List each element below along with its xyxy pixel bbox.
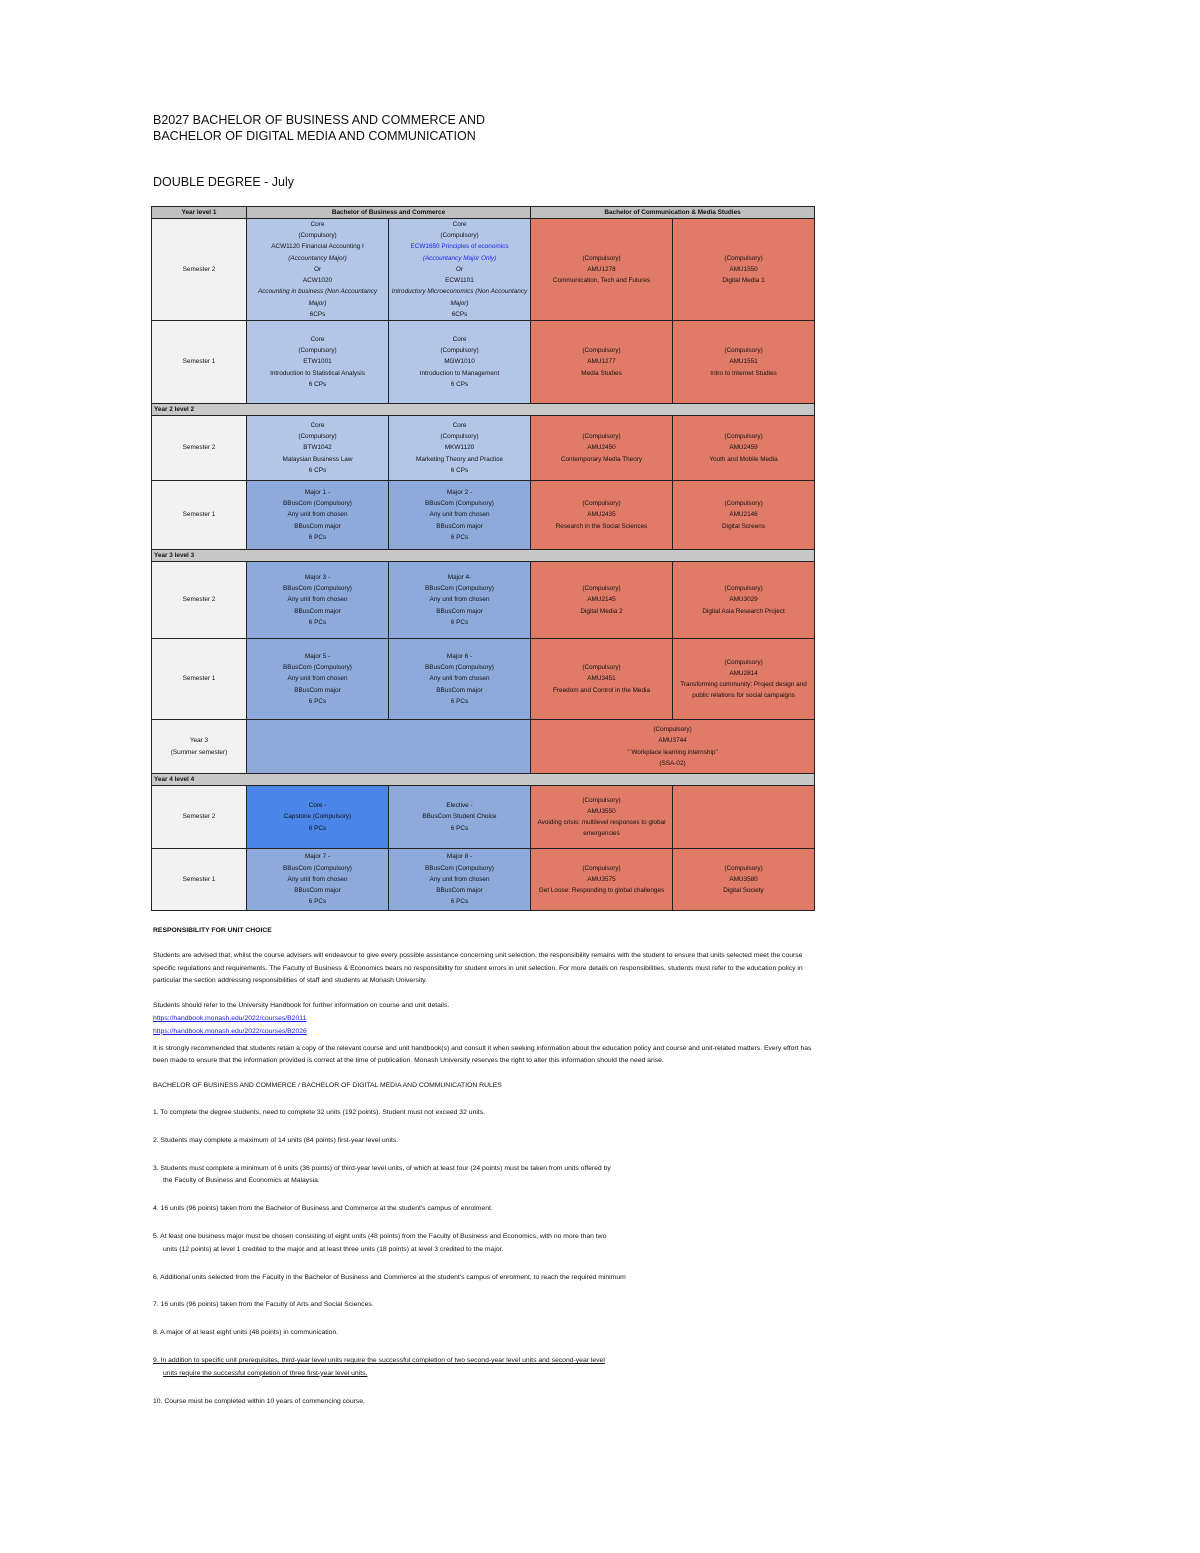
title-line-2: BACHELOR OF DIGITAL MEDIA AND COMMUNICATION	[153, 129, 476, 143]
rule-3-continued: the Faculty of Business and Economics at Malaysia.	[163, 1177, 320, 1185]
table-row	[152, 416, 815, 481]
year-2-label: Year 2 level 2	[152, 404, 815, 416]
table-row	[152, 321, 815, 404]
unit-cell: (Compulsory) AMU3451 Freedom and Control in the Media	[531, 639, 673, 720]
unit-cell: Major 1 - BBusCom (Compulsory) Any unit from chosen BBusCom major 6 PCs	[247, 481, 389, 550]
semester-label: Semester 1	[152, 481, 247, 550]
unit-cell: (Compulsory) AMU3550 Avoiding crisis: multilevel responses to global emergencies	[531, 786, 673, 849]
unit-cell: (Compulsory) AMU2459 Youth and Mobile Media	[673, 416, 815, 481]
year-row	[152, 774, 815, 786]
unit-cell: Major 5 - BBusCom (Compulsory) Any unit from chosen BBusCom major 6 PCs	[247, 639, 389, 720]
semester-label: Semester 1	[152, 849, 247, 911]
notes-section	[153, 925, 813, 1408]
unit-cell: Major 8 - BBusCom (Compulsory) Any unit from chosen BBusCom major 6 PCs	[389, 849, 531, 911]
unit-cell: (Compulsory) AMU2814 Transforming community: Project design and public relations for social campaigns	[673, 639, 815, 720]
rule-9-continued: units require the successful completion of three first-year level units.	[163, 1369, 368, 1377]
unit-cell: (Compulsory) AMU2450 Contemporary Media Theory	[531, 416, 673, 481]
table-row	[152, 786, 815, 849]
course-plan-table	[151, 206, 815, 911]
table-row	[152, 562, 815, 639]
table-row	[152, 219, 815, 321]
year-4-label: Year 4 level 4	[152, 774, 815, 786]
rule-7: 7. 16 units (96 points) taken from the Faculty of Arts and Social Sciences.	[153, 1301, 374, 1309]
unit-cell: (Compulsory) AMU3580 Digital Society	[673, 849, 815, 911]
unit-cell: (Compulsory) AMU3575 Get Loose: Responding to global challenges	[531, 849, 673, 911]
rule-1: 1. To complete the degree students, need to complete 32 units (192 points). Student must not exceed 32 units.	[153, 1108, 485, 1116]
rule-5: 5. At least one business major must be chosen consisting of eight units (48 points) from the Faculty of Business and Economics, with no more than two	[153, 1232, 607, 1240]
unit-cell: Core (Compulsory) ECW1650 Principles of economics (Accountancy Major Only) Or ECW1101 Introductory Microeconomics (Non Accountancy Major) 6CPs	[389, 219, 531, 321]
rule-3: 3. Students must complete a minimum of 6 units (36 points) of third-year level units, of which at least four (24 points) must be taken from units offered by	[153, 1164, 611, 1172]
summer-semester-label: Year 3 (Summer semester)	[152, 720, 247, 774]
unit-cell: (Compulsory) AMU3744 " Workplace learning internship" (SSA-02)	[531, 720, 815, 774]
semester-label: Semester 2	[152, 562, 247, 639]
unit-cell: Core (Compulsory) BTW1042 Malaysian Business Law 6 CPs	[247, 416, 389, 481]
unit-cell: Core (Compulsory) MKW1120 Marketing Theory and Practice 6 CPs	[389, 416, 531, 481]
unit-cell: (Compulsory) AMU2146 Digital Screens	[673, 481, 815, 550]
unit-cell: Major 2 - BBusCom (Compulsory) Any unit from chosen BBusCom major 6 PCs	[389, 481, 531, 550]
document-subtitle: DOUBLE DEGREE - July	[153, 175, 295, 189]
bcms-header: Bachelor of Communication & Media Studies	[531, 207, 815, 219]
unit-cell: Core (Compulsory) ACW1120 Financial Accounting I (Accountancy Major) Or ACW1020 Accounting in business (Non Accountancy Major) 6CPs	[247, 219, 389, 321]
year-3-label: Year 3 level 3	[152, 550, 815, 562]
unit-cell: Core (Compulsory) MGW1010 Introduction to Management 6 CPs	[389, 321, 531, 404]
semester-label: Semester 1	[152, 321, 247, 404]
year-row	[152, 550, 815, 562]
rule-4: 4. 16 units (96 points) taken from the Bachelor of Business and Commerce at the student's campus of enrolment.	[153, 1205, 493, 1213]
responsibility-heading: RESPONSIBILITY FOR UNIT CHOICE	[153, 927, 272, 934]
unit-cell: Major 6 - BBusCom (Compulsory) Any unit from chosen BBusCom major 6 PCs	[389, 639, 531, 720]
handbook-link-b2011[interactable]: https://handbook.monash.edu/2022/courses/B2011	[153, 1014, 307, 1022]
unit-cell: Major 4- BBusCom (Compulsory) Any unit from chosen BBusCom major 6 PCs	[389, 562, 531, 639]
empty-unit-cell	[673, 786, 815, 849]
unit-cell: (Compulsory) AMU2145 Digital Media 2	[531, 562, 673, 639]
rule-2: 2. Students may complete a maximum of 14 units (84 points) first-year level units.	[153, 1136, 399, 1144]
rule-8: 8. A major of at least eight units (48 points) in communication.	[153, 1329, 339, 1337]
unit-cell: (Compulsory) AMU1277 Media Studies	[531, 321, 673, 404]
unit-cell: (Compulsory) AMU1551 Intro to Internet Studies	[673, 321, 815, 404]
rule-6: 6. Additional units selected from the Faculty in the Bachelor of Business and Commerce at the student's campus of enrolment, to reach the required minimum	[153, 1273, 626, 1281]
empty-bbc-cell	[247, 720, 531, 774]
unit-cell: (Compulsory) AMU1550 Digital Media 1	[673, 219, 815, 321]
semester-label: Semester 2	[152, 219, 247, 321]
rule-9: 9. In addition to specific unit prerequisites, third-year level units require the successful completion of two second-year level units and second-year level	[153, 1356, 605, 1364]
document-title	[153, 112, 485, 144]
semester-label: Semester 2	[152, 786, 247, 849]
unit-cell: Elective - BBusCom Student Choice 6 PCs	[389, 786, 531, 849]
recommendation-paragraph: It is strongly recommended that students retain a copy of the relevant course and unit handbook(s) and consult it when seeking information about the education policy and course and unit-related matters. Every effort has been made to ensure that the information provided is correct at the time of publication. Monash University reserves the right to alter this information should the need arise.	[153, 1044, 812, 1065]
unit-cell: (Compulsory) AMU3029 Digital Asia Research Project	[673, 562, 815, 639]
unit-cell: Major 3 - BBusCom (Compulsory) Any unit from chosen BBusCom major 6 PCs	[247, 562, 389, 639]
table-header-row	[152, 207, 815, 219]
semester-label: Semester 1	[152, 639, 247, 720]
unit-cell: Major 7 - BBusCom (Compulsory) Any unit from chosen BBusCom major 6 PCs	[247, 849, 389, 911]
bbc-header: Bachelor of Business and Commerce	[247, 207, 531, 219]
unit-cell: (Compulsory) AMU1278 Communication, Tech and Futures	[531, 219, 673, 321]
rules-heading: BACHELOR OF BUSINESS AND COMMERCE / BACHELOR OF DIGITAL MEDIA AND COMMUNICATION RULES	[153, 1082, 502, 1090]
unit-cell: Core - Capstone (Compulsory) 6 PCs	[247, 786, 389, 849]
table-row	[152, 720, 815, 774]
rule-10: 10. Course must be completed within 10 years of commencing course.	[153, 1397, 365, 1405]
handbook-paragraph: Students should refer to the University Handbook for further information on course and unit details.	[153, 1002, 450, 1010]
rule-5-continued: units (12 points) at level 1 credited to the major and at least three units (18 points) at level 3 credited to the major.	[163, 1245, 504, 1253]
table-row	[152, 481, 815, 550]
semester-label: Semester 2	[152, 416, 247, 481]
unit-cell: Core (Compulsory) ETW1001 Introduction to Statistical Analysis 6 CPs	[247, 321, 389, 404]
unit-cell: (Compulsory) AMU2435 Research in the Social Sciences	[531, 481, 673, 550]
table-row	[152, 849, 815, 911]
handbook-link-b2026[interactable]: https://handbook.monash.edu/2022/courses/B2026	[153, 1027, 307, 1035]
year-level-1-header: Year level 1	[152, 207, 247, 219]
year-row	[152, 404, 815, 416]
table-row	[152, 639, 815, 720]
responsibility-paragraph: Students are advised that, whilst the course advisers will endeavour to give every possible assistance concerning unit selection, the responsibility remains with the student to ensure that units selected meet the course specific regulations and requirements. The Faculty of Business & Economics bears no responsibility for student errors in unit selection. For more details on responsibilities, students must refer to the education policy in particular the section addressing responsibilities of staff and students at Monash University.	[153, 951, 803, 985]
title-line-1: B2027 BACHELOR OF BUSINESS AND COMMERCE AND	[153, 113, 486, 127]
